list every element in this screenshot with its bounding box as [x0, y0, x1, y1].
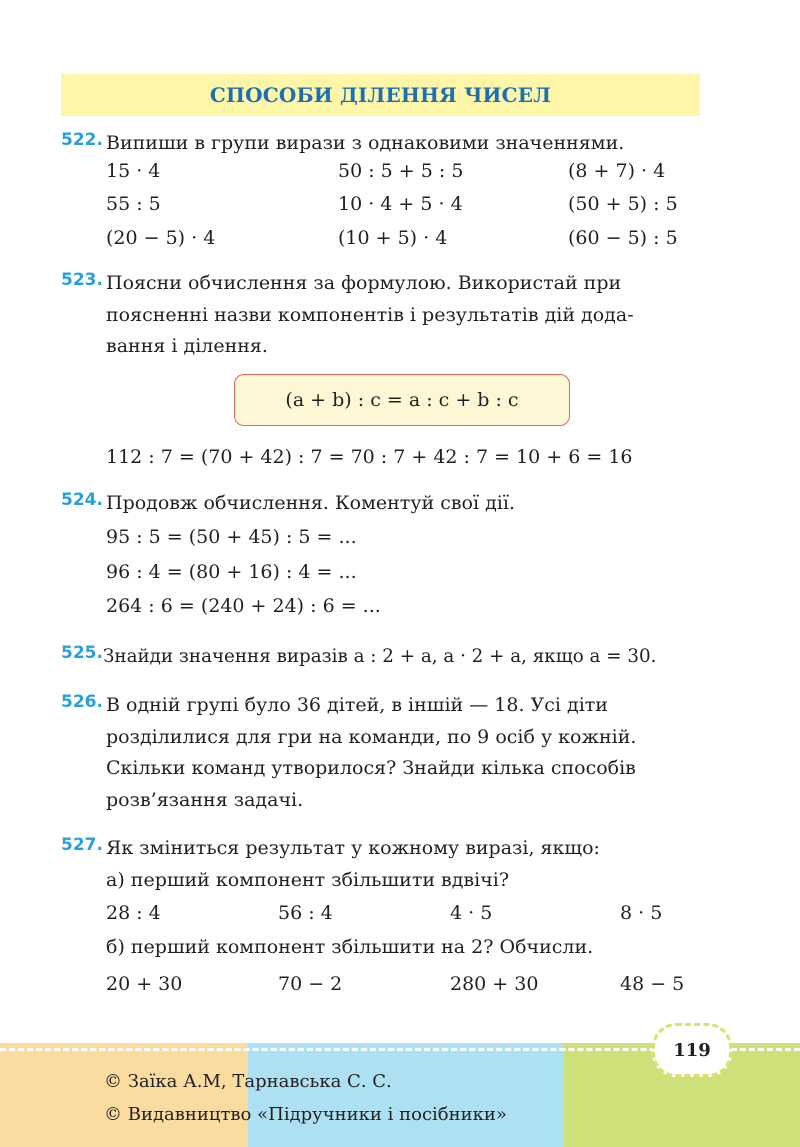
expression: 55 : 5	[106, 193, 161, 215]
copyright-publisher: © Видавництво «Підручники і посібники»	[104, 1104, 507, 1125]
task-523	[61, 268, 706, 363]
expression: (8 + 7) · 4	[568, 160, 666, 182]
expression: 28 : 4	[106, 902, 161, 924]
task-524	[61, 488, 706, 520]
formula: (a + b) : c = a : c + b : c	[285, 389, 519, 411]
task-text-line: Скільки команд утворилося? Знайди кілька способів	[106, 757, 636, 779]
task-number: 522.	[61, 130, 103, 150]
task-number: 524.	[61, 490, 103, 510]
section-banner	[61, 74, 700, 116]
section-title: СПОСОБИ ДІЛЕННЯ ЧИСЕЛ	[209, 83, 552, 107]
expression: 48 − 5	[620, 973, 685, 995]
formula-box	[234, 374, 570, 426]
expression: 20 + 30	[106, 973, 183, 995]
calculation-line: 264 : 6 = (240 + 24) : 6 = ...	[106, 595, 381, 617]
copyright-authors: © Заїка А.М, Тарнавська С. С.	[104, 1071, 392, 1092]
expression: (60 − 5) : 5	[568, 227, 678, 249]
calculation-line: 95 : 5 = (50 + 45) : 5 = ...	[106, 526, 357, 548]
task-part-a: а) перший компонент збільшити вдвічі?	[106, 868, 510, 891]
page-number: 119	[673, 1039, 711, 1061]
task-522	[61, 128, 706, 160]
expression: (10 + 5) · 4	[338, 227, 448, 249]
expression: 70 − 2	[278, 973, 343, 995]
expression: 8 · 5	[620, 902, 663, 924]
task-text-line: розв’язання задачі.	[106, 788, 304, 811]
task-text-line: вання і ділення.	[106, 335, 268, 357]
task-text-line: Поясни обчислення за формулою. Використай при	[106, 272, 622, 294]
task-number: 526.	[61, 692, 103, 712]
expression: 15 · 4	[106, 160, 161, 182]
footer-band-orange	[0, 1043, 248, 1147]
task-527	[61, 833, 706, 896]
expression: 56 : 4	[278, 902, 333, 924]
task-text-line: поясненні назви компонентів і результатів дій дода-	[106, 303, 634, 326]
task-text: Знайди значення виразів a : 2 + a, a · 2 + a, якщо a = 30.	[103, 646, 657, 667]
page-number-badge	[652, 1023, 732, 1077]
expression: (20 − 5) · 4	[106, 227, 216, 249]
task-text: Продовж обчислення. Коментуй свої дії.	[106, 492, 515, 514]
task-text-line: розділилися для гри на команди, по 9 осіб у кожній.	[106, 725, 637, 748]
task-number: 527.	[61, 835, 103, 855]
task-number: 523.	[61, 270, 103, 290]
expression: (50 + 5) : 5	[568, 193, 678, 215]
task-part-b: б) перший компонент збільшити на 2? Обчисли.	[106, 936, 594, 958]
task-526	[61, 690, 706, 816]
expression: 10 · 4 + 5 · 4	[338, 193, 463, 215]
expression: 50 : 5 + 5 : 5	[338, 160, 464, 182]
task-number: 525.	[61, 643, 103, 663]
task-text: Випиши в групи вирази з однаковими значеннями.	[106, 132, 625, 154]
calculation-line: 96 : 4 = (80 + 16) : 4 = ...	[106, 561, 357, 583]
page-footer	[0, 1039, 800, 1147]
expression: 4 · 5	[450, 902, 493, 924]
expression: 280 + 30	[450, 973, 539, 995]
formula-example: 112 : 7 = (70 + 42) : 7 = 70 : 7 + 42 : 7 = 10 + 6 = 16	[106, 446, 633, 468]
footer-band-blue	[248, 1043, 564, 1147]
task-525	[61, 641, 706, 673]
task-text: Як зміниться результат у кожному виразі, якщо:	[106, 837, 600, 859]
task-text-line: В одній групі було 36 дітей, в іншій — 18. Усі діти	[106, 694, 608, 716]
